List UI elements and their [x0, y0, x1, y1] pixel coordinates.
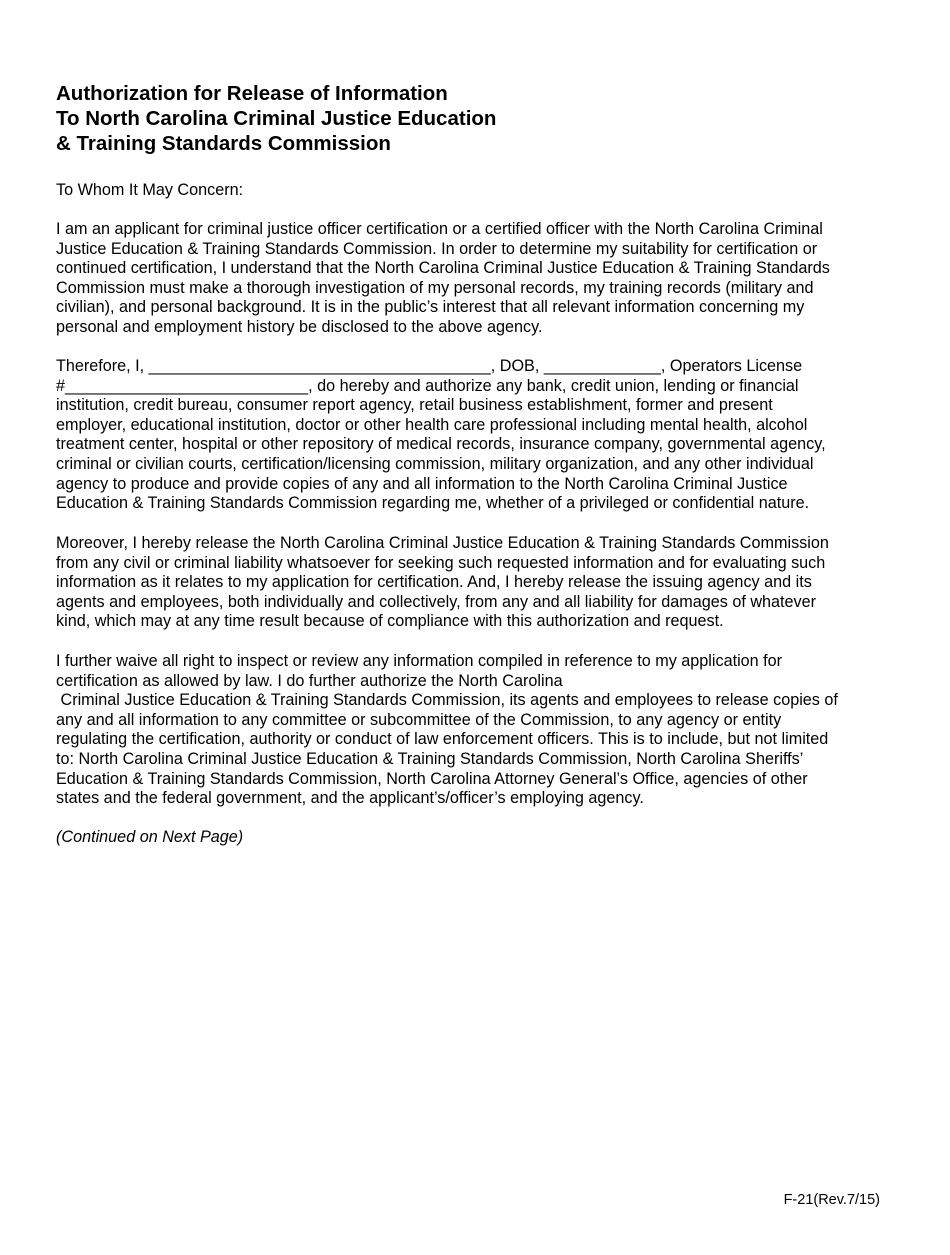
text-line: institution, credit bureau, consumer report agency, retail business establishment, former and present — [56, 396, 773, 415]
form-id: F-21(Rev.7/15) — [783, 1192, 880, 1208]
text-line: regulating the certification, authority or conduct of law enforcement officers. This is to include, but not limited — [56, 730, 829, 749]
text-line-name-dob-license: Therefore, I, ______________________________________, DOB, _____________, Operators License — [56, 357, 803, 375]
text-line: kind, which may at any time result because of compliance with this authorization and request. — [56, 612, 724, 631]
text-line: information as it relates to my application for certification. And, I hereby release the issuing agency and its — [56, 573, 812, 592]
title-line-3: & Training Standards Commission — [56, 132, 391, 155]
text-line: continued certification, I understand that the North Carolina Criminal Justice Education & Training Standards — [56, 259, 830, 278]
text-line: Commission must make a thorough investigation of my personal records, my training records (military and — [56, 278, 814, 297]
paragraph-waiver — [56, 652, 896, 809]
text-line: Criminal Justice Education & Training Standards Commission, its agents and employees to release copies of — [56, 691, 838, 710]
text-line: states and the federal government, and the applicant’s/officer’s employing agency. — [56, 789, 644, 808]
text-line: any and all information to any committee or subcommittee of the Commission, to any agency or entity — [56, 710, 782, 729]
text-line: Justice Education & Training Standards Commission. In order to determine my suitability for certification or — [56, 239, 818, 258]
text-line: treatment center, hospital or other repository of medical records, insurance company, governmental agency, — [56, 435, 826, 454]
paragraph-applicant-statement — [56, 220, 896, 338]
title-line-2: To North Carolina Criminal Justice Education — [56, 107, 497, 130]
paragraph-authorization — [56, 357, 896, 514]
text-line: personal and employment history be disclosed to the above agency. — [56, 317, 543, 336]
text-line: employer, educational institution, doctor or other health care professional including mental health, alcohol — [56, 415, 808, 434]
text-line: I further waive all right to inspect or review any information compiled in reference to my application for — [56, 652, 783, 670]
text-line: I am an applicant for criminal justice officer certification or a certified officer with the North Carolina Criminal — [56, 220, 823, 238]
salutation: To Whom It May Concern: — [56, 181, 244, 199]
paragraph-release-of-liability — [56, 534, 896, 632]
text-line: certification as allowed by law. I do further authorize the North Carolina — [56, 671, 563, 690]
text-line: to: North Carolina Criminal Justice Education & Training Standards Commission, North Carolina Sheriffs’ — [56, 749, 804, 768]
text-line: from any civil or criminal liability whatsoever for seeking such requested information and for evaluating such — [56, 553, 826, 572]
text-line: Moreover, I hereby release the North Carolina Criminal Justice Education & Training Standards Commission — [56, 534, 829, 552]
text-line-license-number: #___________________________, do hereby and authorize any bank, credit union, lending or financial — [56, 376, 799, 395]
text-line: agency to produce and provide copies of any and all information to the North Carolina Criminal Justice — [56, 474, 788, 493]
text-line: criminal or civilian courts, certification/licensing commission, military organization, and any other individual — [56, 454, 814, 473]
text-line: civilian), and personal background. It is in the public’s interest that all relevant information concerning my — [56, 298, 805, 317]
document-title — [56, 81, 496, 156]
text-line: Education & Training Standards Commission regarding me, whether of a privileged or confidential nature. — [56, 494, 810, 513]
title-line-1: Authorization for Release of Information — [56, 82, 448, 105]
text-line: agents and employees, both individually and collectively, from any and all liability for damages of whatever — [56, 592, 817, 611]
text-line: Education & Training Standards Commission, North Carolina Attorney General’s Office, agencies of other — [56, 769, 808, 788]
continued-note: (Continued on Next Page) — [56, 828, 244, 846]
